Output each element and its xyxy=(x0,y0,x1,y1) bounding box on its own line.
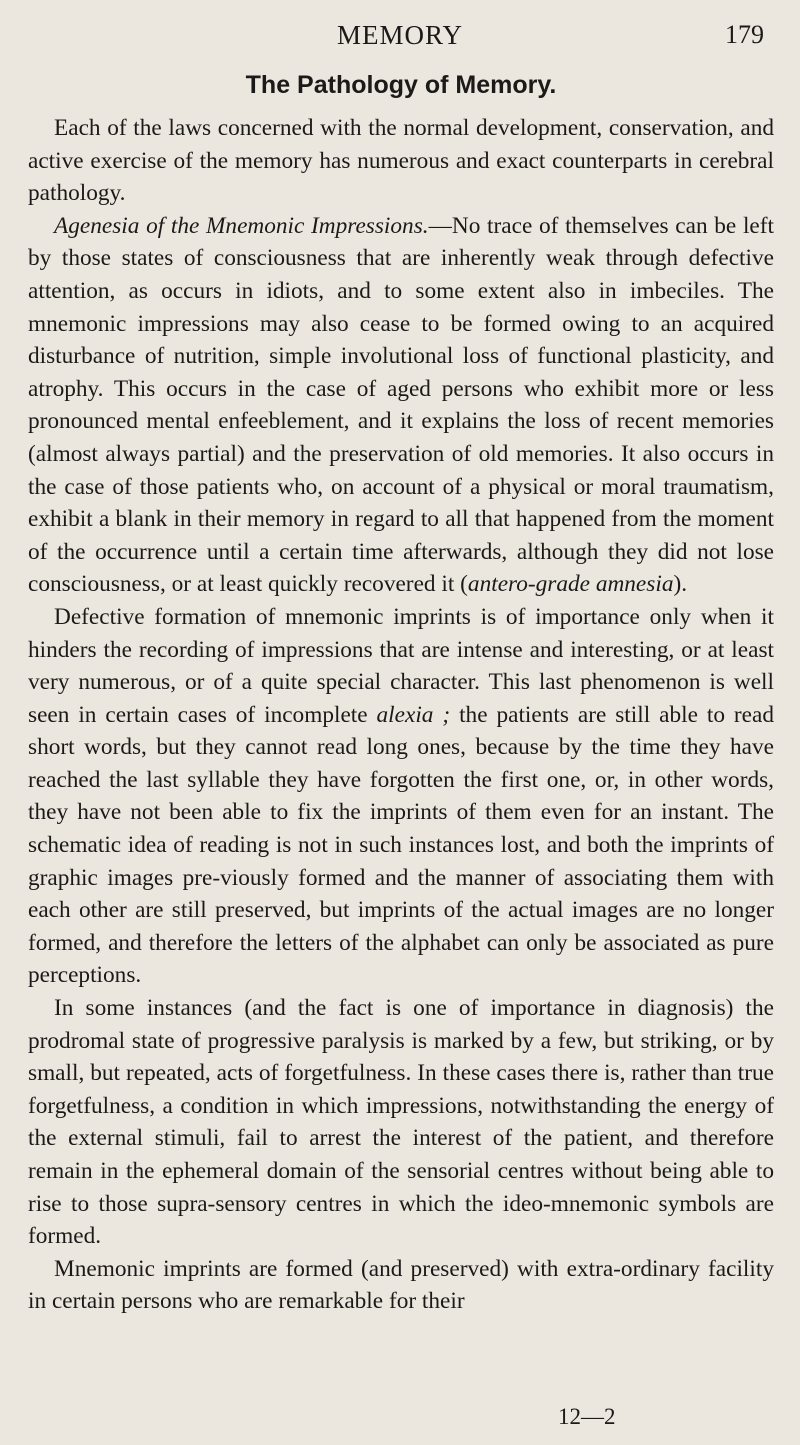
paragraph-3-term: alexia ; xyxy=(376,701,451,728)
page-body xyxy=(28,66,774,1318)
paragraph-1-text: Each of the laws concerned with the normal development, conservation, and active exercise of the memory has numerous and exact counterparts in cerebral pathology. xyxy=(28,115,774,207)
page-number: 179 xyxy=(725,20,764,49)
paragraph-2 xyxy=(28,210,774,601)
section-title: The Pathology of Memory. xyxy=(245,71,557,99)
paragraph-4-text: In some instances (and the fact is one of importance in diagnosis) the prodromal state of progressive paralysis is marked by a few, but striking, or by small, but repeated, acts of forgetfulness. In these cases there is, rather than true forgetfulness, a condition in which impressions, notwithstanding the energy of the external stimuli, fail to arrest the interest of the patient, and therefore remain in the ephemeral domain of the sensorial centres without being able to rise to those supra-sensory centres in which the ideo-mnemonic symbols are formed. xyxy=(28,995,774,1250)
paragraph-3 xyxy=(28,601,774,992)
paragraph-3-text: Defective formation of mnemonic imprints is of importance only when it hinders the recording of impressions that are intense and interesting, or at least very numerous, or of a quite special character. This last phenomenon is well seen in certain cases of incomplete xyxy=(28,603,774,728)
paragraph-4 xyxy=(28,992,774,1253)
running-title: MEMORY xyxy=(336,20,464,50)
paragraph-5 xyxy=(28,1253,774,1318)
paragraph-2-end: ). xyxy=(673,571,688,598)
running-head xyxy=(0,18,800,58)
paragraph-5-text: Mnemonic imprints are formed (and preserved) with extra-ordinary facility in certain persons who are remarkable for their xyxy=(28,1255,774,1315)
printer-signature-mark: 12—2 xyxy=(558,1404,616,1429)
paragraph-2-term: antero-grade amnesia xyxy=(467,571,674,598)
paragraph-2-heading: Agenesia of the Mnemonic Impressions. xyxy=(54,212,429,239)
paragraph-2-text: —No trace of themselves can be left by those states of consciousness that are inherently weak through defective attention, as occurs in idiots, and to some extent also in imbeciles. The mnemonic impressions may also cease to be formed owing to an acquired disturbance of nutrition, simple involutional loss of functional plasticity, and atrophy. This occurs in the case of aged persons who exhibit more or less pronounced mental enfeeblement, and it explains the loss of recent memories (almost always partial) and the preservation of old memories. It also occurs in the case of those patients who, on account of a physical or moral traumatism, exhibit a blank in their memory in regard to all that happened from the moment of the occurrence until a certain time afterwards, although they did not lose consciousness, or at least quickly recovered it ( xyxy=(28,212,774,598)
paragraph-1 xyxy=(28,112,774,210)
paragraph-3-end: the patients are still able to read short words, but they cannot read long ones, because by the time they have reached the last syllable they have forgotten the first one, or, in other words, they have not been able to fix the imprints of them even for an instant. The schematic idea of reading is not in such instances lost, and both the imprints of graphic images pre-viously formed and the manner of associating them with each other are still preserved, but imprints of the actual images are no longer formed, and therefore the letters of the alphabet can only be associated as pure perceptions. xyxy=(28,701,774,989)
